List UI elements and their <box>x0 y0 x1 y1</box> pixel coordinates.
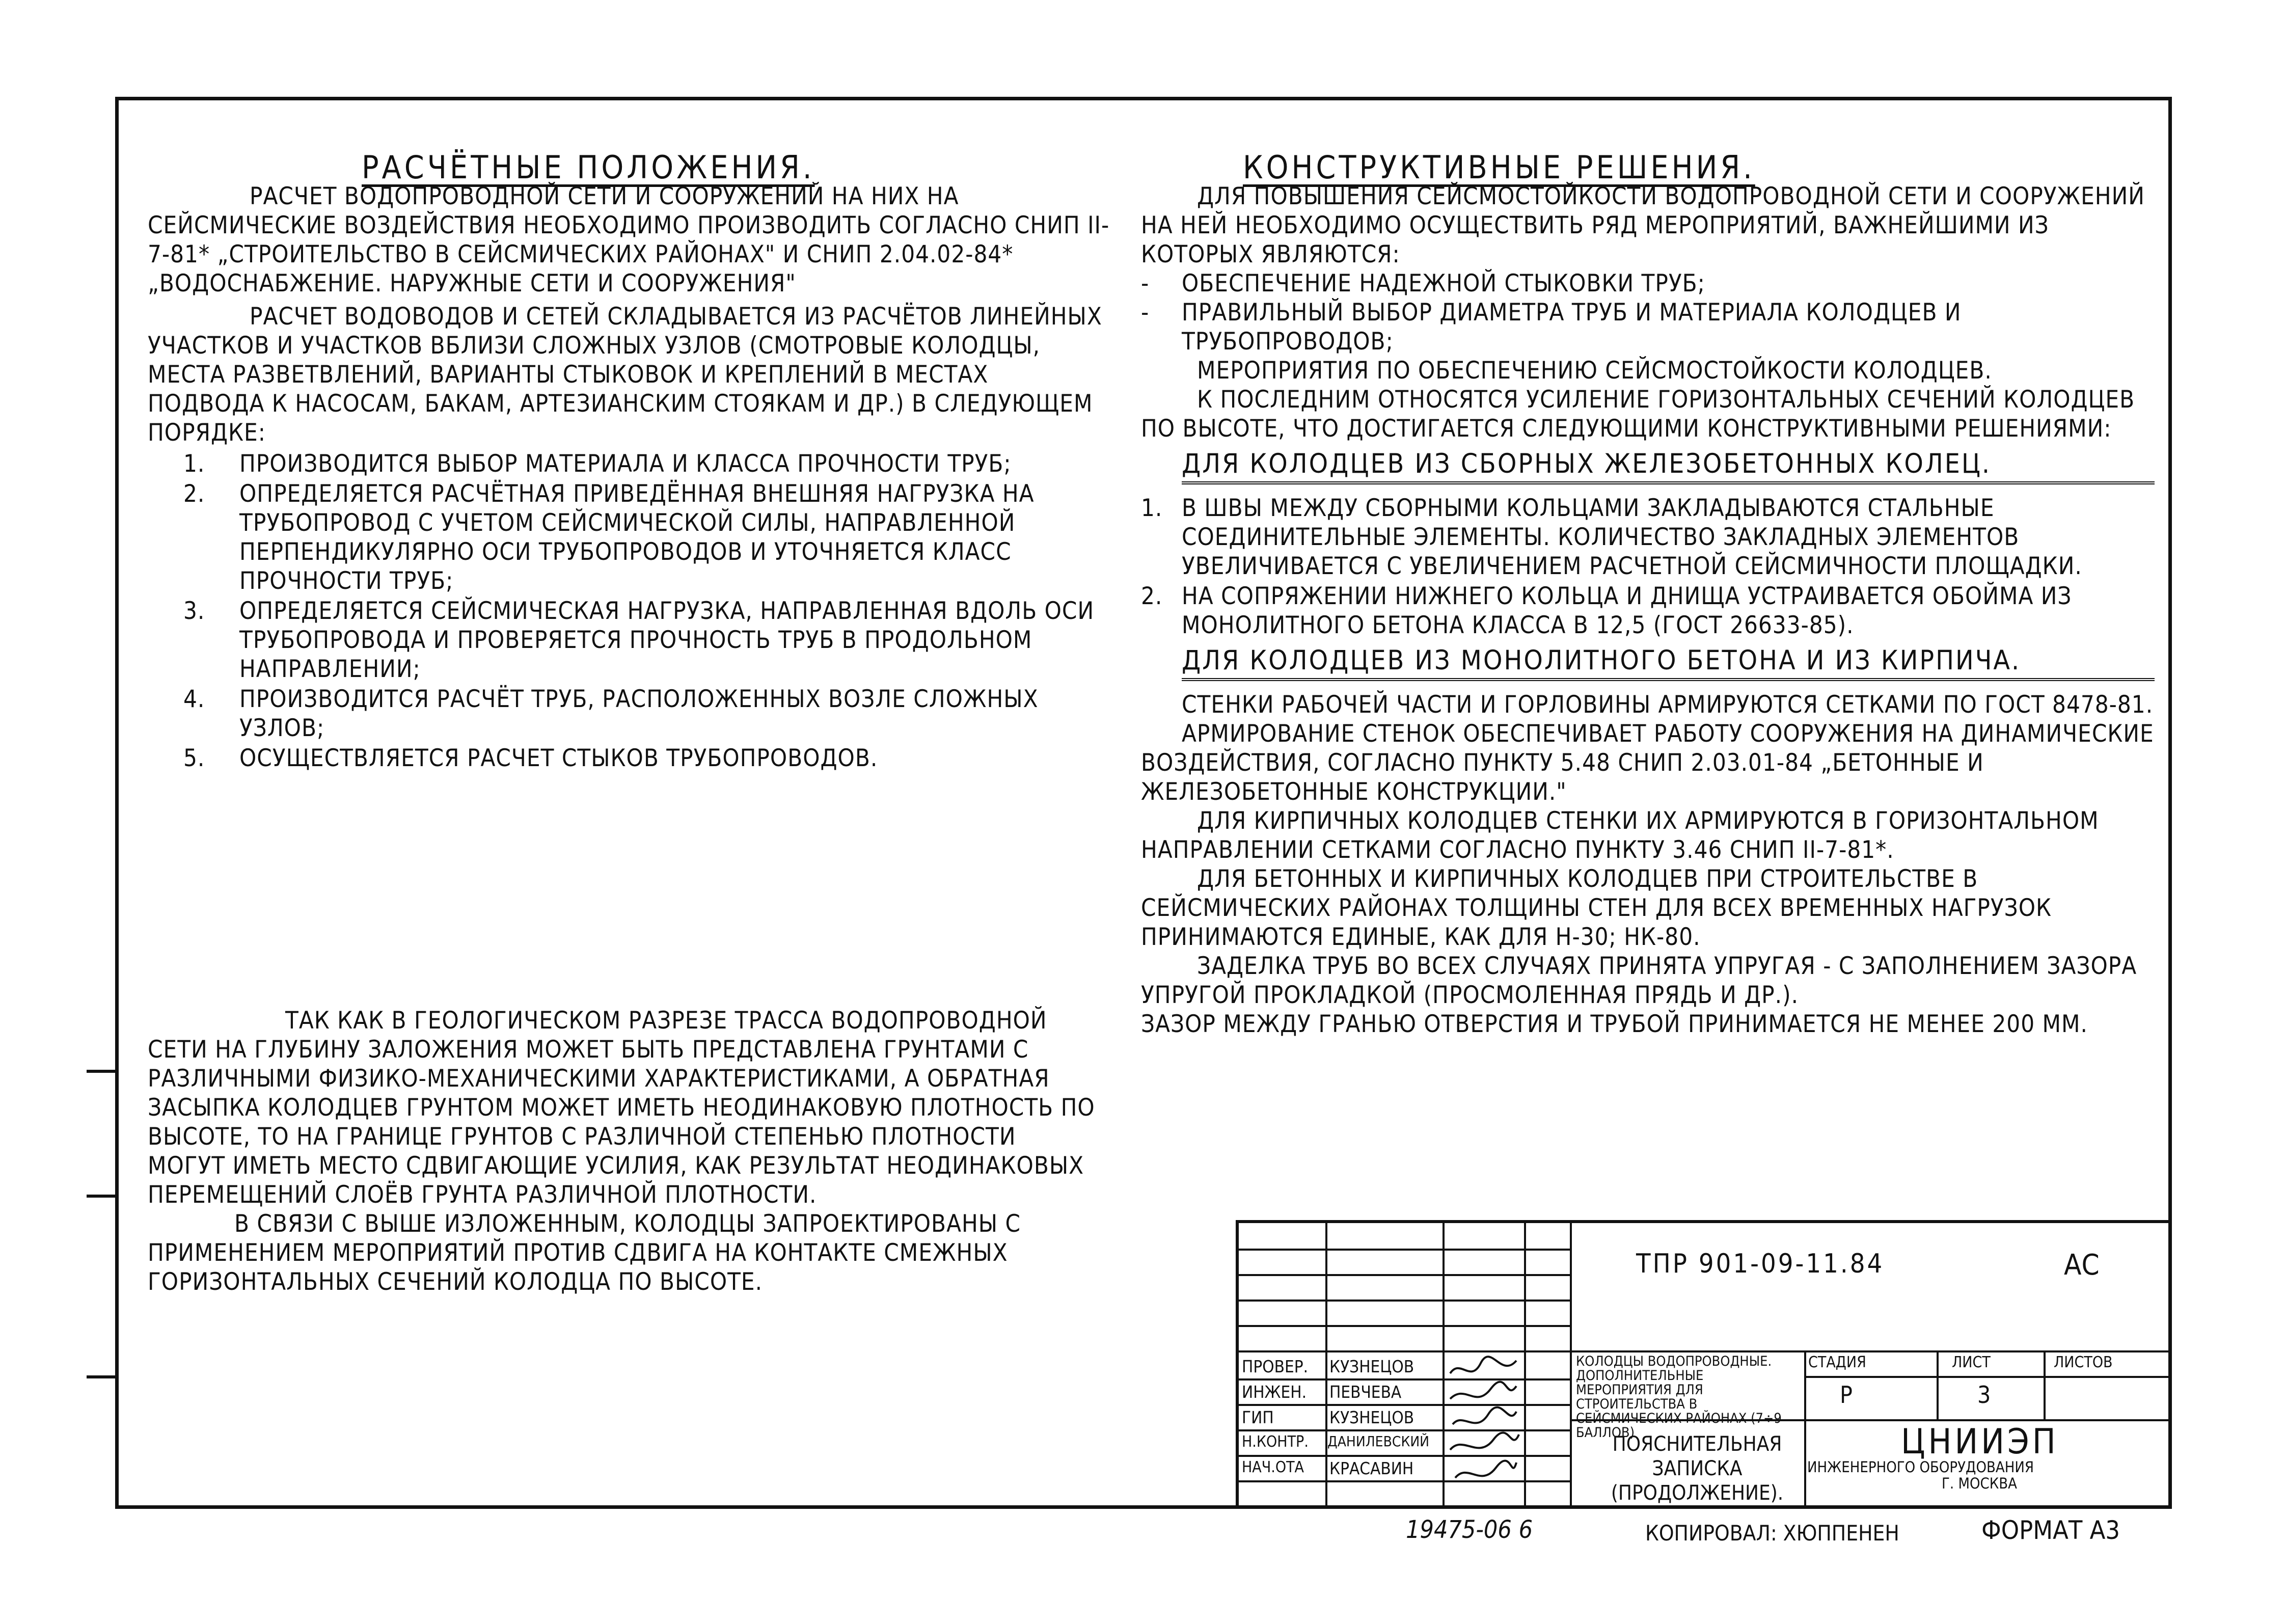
right-paragraph-4: СТЕНКИ РАБОЧЕЙ ЧАСТИ И ГОРЛОВИНЫ АРМИРУЮТСЯ СЕТКАМИ ПО ГОСТ 8478-81. <box>1182 691 2154 719</box>
signatures <box>1445 1353 1521 1506</box>
organization-dept: ИНЖЕНЕРНОГО ОБОРУДОВАНИЯ <box>1807 1458 2034 1476</box>
list-item: 2. ОПРЕДЕЛЯЕТСЯ РАСЧЁТНАЯ ПРИВЕДЁННАЯ ВНЕШНЯЯ НАГРУЗКА НА ТРУБОПРОВОД С УЧЕТОМ СЕЙСМИЧЕСКОЙ СИЛЫ, НАПРАВЛЕННОЙ ПЕРПЕНДИКУЛЯРНО ОСИ ТРУБОПРОВОДОВ И УТОЧНЯЕТСЯ КЛАСС ПРОЧНОСТИ ТРУБ; <box>183 480 1035 595</box>
document-title: ПОЯСНИТЕЛЬНАЯ ЗАПИСКА (ПРОДОЛЖЕНИЕ). <box>1611 1432 1784 1505</box>
right-paragraph-2: МЕРОПРИЯТИЯ ПО ОБЕСПЕЧЕНИЮ СЕЙСМОСТОЙКОСТИ КОЛОДЦЕВ. <box>1197 357 1992 385</box>
margin-tick <box>87 1375 117 1378</box>
stage-value: Р <box>1840 1381 1853 1409</box>
object-name: КОЛОДЦЫ ВОДОПРОВОДНЫЕ. ДОПОЛНИТЕЛЬНЫЕ МЕРОПРИЯТИЯ ДЛЯ СТРОИТЕЛЬСТВА В СЕЙСМИЧЕСКИХ РАЙОНАХ (7÷9 БАЛЛОВ) <box>1576 1354 1782 1441</box>
measure-item: - ОБЕСПЕЧЕНИЕ НАДЕЖНОЙ СТЫКОВКИ ТРУБ; <box>1141 269 1705 297</box>
person-name: КУЗНЕЦОВ <box>1329 1357 1414 1376</box>
title-block <box>1236 1220 2172 1509</box>
role-label: НАЧ.ОТА <box>1242 1458 1304 1476</box>
right-paragraph-8: ЗАДЕЛКА ТРУБ ВО ВСЕХ СЛУЧАЯХ ПРИНЯТА УПРУГАЯ - С ЗАПОЛНЕНИЕМ ЗАЗОРА УПРУГОЙ ПРОКЛАДКОЙ (ПРОСМОЛЕННАЯ ПРЯДЬ И ДР.). <box>1141 952 2137 1009</box>
left-paragraph-1: РАСЧЕТ ВОДОПРОВОДНОЙ СЕТИ И СООРУЖЕНИЙ НА НИХ НА СЕЙСМИЧЕСКИЕ ВОЗДЕЙСТВИЯ НЕОБХОДИМО ПРОИЗВОДИТЬ СОГЛАСНО СНИП II-7-81* „СТРОИТЕЛЬСТВО В СЕЙСМИЧЕСКИХ РАЙОНАХ" И СНИП 2.04.02-84* „ВОДОСНАБЖЕНИЕ. НАРУЖНЫЕ СЕТИ И СООРУЖЕНИЯ" <box>148 182 1110 297</box>
role-label: ИНЖЕН. <box>1242 1382 1307 1402</box>
right-paragraph-1: ДЛЯ ПОВЫШЕНИЯ СЕЙСМОСТОЙКОСТИ ВОДОПРОВОДНОЙ СЕТИ И СООРУЖЕНИЙ НА НЕЙ НЕОБХОДИМО ОСУЩЕСТВИТЬ РЯД МЕРОПРИЯТИЙ, ВАЖНЕЙШИМИ ИЗ КОТОРЫХ ЯВЛЯЮТСЯ: <box>1141 182 2145 268</box>
stage-header: СТАДИЯ <box>1808 1354 1866 1371</box>
right-paragraph-6: ДЛЯ КИРПИЧНЫХ КОЛОДЦЕВ СТЕНКИ ИХ АРМИРУЮТСЯ В ГОРИЗОНТАЛЬНОМ НАПРАВЛЕНИИ СЕТКАМИ СОГЛАСНО ПУНКТУ 3.46 СНИП II-7-81*. <box>1141 807 2099 864</box>
right-column <box>1141 149 2155 1039</box>
document-mark: АС <box>2064 1249 2100 1282</box>
sheet-value: 3 <box>1977 1381 1991 1409</box>
person-name: ДАНИЛЕВСКИЙ <box>1327 1433 1430 1450</box>
list-item: 1. ПРОИЗВОДИТСЯ ВЫБОР МАТЕРИАЛА И КЛАССА ПРОЧНОСТИ ТРУБ; <box>183 450 1012 478</box>
role-label: Н.КОНТР. <box>1242 1433 1309 1451</box>
right-paragraph-3: К ПОСЛЕДНИМ ОТНОСЯТСЯ УСИЛЕНИЕ ГОРИЗОНТАЛЬНЫХ СЕЧЕНИЙ КОЛОДЦЕВ ПО ВЫСОТЕ, ЧТО ДОСТИГАЕТСЯ СЛЕДУЮЩИМИ КОНСТРУКТИВНЫМИ РЕШЕНИЯМИ: <box>1141 386 2135 443</box>
organization-name: ЦНИИЭП <box>1901 1422 2059 1462</box>
left-column-lower <box>148 1006 1100 1296</box>
role-label: ПРОВЕР. <box>1242 1357 1309 1376</box>
list-item: 2. НА СОПРЯЖЕНИИ НИЖНЕГО КОЛЬЦА И ДНИЩА УСТРАИВАЕТСЯ ОБОЙМА ИЗ МОНОЛИТНОГО БЕТОНА КЛАССА В 12,5 (ГОСТ 26633-85). <box>1141 582 2072 639</box>
right-paragraph-7: ДЛЯ БЕТОННЫХ И КИРПИЧНЫХ КОЛОДЦЕВ ПРИ СТРОИТЕЛЬСТВЕ В СЕЙСМИЧЕСКИХ РАЙОНАХ ТОЛЩИНЫ СТЕН ДЛЯ ВСЕХ ВРЕМЕННЫХ НАГРУЗОК ПРИНИМАЮТСЯ ЕДИНЫЕ, КАК ДЛЯ Н-30; НК-80. <box>1141 865 2052 951</box>
organization-city: Г. МОСКВА <box>1942 1475 2018 1492</box>
left-paragraph-3: ТАК КАК В ГЕОЛОГИЧЕСКОМ РАЗРЕЗЕ ТРАССА ВОДОПРОВОДНОЙ СЕТИ НА ГЛУБИНУ ЗАЛОЖЕНИЯ МОЖЕТ БЫТЬ ПРЕДСТАВЛЕНА ГРУНТАМИ С РАЗЛИЧНЫМИ ФИЗИКО-МЕХАНИЧЕСКИМИ ХАРАКТЕРИСТИКАМИ, А ОБРАТНАЯ ЗАСЫПКА КОЛОДЦЕВ ГРУНТОМ МОЖЕТ ИМЕТЬ НЕОДИНАКОВУЮ ПЛОТНОСТЬ ПО ВЫСОТЕ, ТО НА ГРАНИЦЕ ГРУНТОВ С РАЗЛИЧНОЙ СТЕПЕНЬЮ ПЛОТНОСТИ МОГУТ ИМЕТЬ МЕСТО СДВИГАЮЩИЕ УСИЛИЯ, КАК РЕЗУЛЬТАТ НЕОДИНАКОВЫХ ПЕРЕМЕЩЕНИЙ СЛОЁВ ГРУНТА РАЗЛИЧНОЙ ПЛОТНОСТИ. <box>148 1007 1095 1209</box>
margin-tick <box>87 1070 117 1073</box>
left-column <box>148 149 1110 774</box>
subheading-monolithic: ДЛЯ КОЛОДЦЕВ ИЗ МОНОЛИТНОГО БЕТОНА И ИЗ КИРПИЧА. <box>1182 646 2155 681</box>
precast-list <box>1141 494 2155 640</box>
right-paragraph-9: ЗАЗОР МЕЖДУ ГРАНЬЮ ОТВЕРСТИЯ И ТРУБОЙ ПРИНИМАЕТСЯ НЕ МЕНЕЕ 200 ММ. <box>1141 1010 2088 1038</box>
person-name: КРАСАВИН <box>1329 1458 1414 1478</box>
list-item: 3. ОПРЕДЕЛЯЕТСЯ СЕЙСМИЧЕСКАЯ НАГРУЗКА, НАПРАВЛЕННАЯ ВДОЛЬ ОСИ ТРУБОПРОВОДА И ПРОВЕРЯЕТСЯ ПРОЧНОСТЬ ТРУБ В ПРОДОЛЬНОМ НАПРАВЛЕНИИ; <box>183 597 1095 683</box>
subheading-precast: ДЛЯ КОЛОДЦЕВ ИЗ СБОРНЫХ ЖЕЛЕЗОБЕТОННЫХ КОЛЕЦ. <box>1182 449 2155 484</box>
measure-item: - ПРАВИЛЬНЫЙ ВЫБОР ДИАМЕТРА ТРУБ И МАТЕРИАЛА КОЛОДЦЕВ И ТРУБОПРОВОДОВ; <box>1141 299 1962 356</box>
left-paragraph-2: РАСЧЕТ ВОДОВОДОВ И СЕТЕЙ СКЛАДЫВАЕТСЯ ИЗ РАСЧЁТОВ ЛИНЕЙНЫХ УЧАСТКОВ И УЧАСТКОВ ВБЛИЗИ СЛОЖНЫХ УЗЛОВ (СМОТРОВЫЕ КОЛОДЦЫ, МЕСТА РАЗВЕТВЛЕНИЙ, ВАРИАНТЫ СТЫКОВОК И КРЕПЛЕНИЙ В МЕСТАХ ПОДВОДА К НАСОСАМ, БАКАМ, АРТЕЗИАНСКИМ СТОЯКАМ И ДР.) В СЛЕДУЮЩЕМ ПОРЯДКЕ: <box>148 303 1102 447</box>
archive-number: 19475-06 6 <box>1406 1515 1533 1544</box>
copied-by: КОПИРОВАЛ: ХЮППЕНЕН <box>1645 1521 1899 1546</box>
person-name: ПЕВЧЕВА <box>1329 1382 1402 1402</box>
document-code: ТПР 901-09-11.84 <box>1636 1249 1885 1279</box>
person-name: КУЗНЕЦОВ <box>1329 1408 1414 1427</box>
left-heading: РАСЧЁТНЫЕ ПОЛОЖЕНИЯ. <box>362 149 815 186</box>
role-label: ГИП <box>1242 1408 1274 1427</box>
sheet-format: ФОРМАТ А3 <box>1981 1515 2120 1545</box>
list-item: 1. В ШВЫ МЕЖДУ СБОРНЫМИ КОЛЬЦАМИ ЗАКЛАДЫВАЮТСЯ СТАЛЬНЫЕ СОЕДИНИТЕЛЬНЫЕ ЭЛЕМЕНТЫ. КОЛИЧЕСТВО ЗАКЛАДНЫХ ЭЛЕМЕНТОВ УВЕЛИЧИВАЕТСЯ С УВЕЛИЧЕНИЕМ РАСЧЕТНОЙ СЕЙСМИЧНОСТИ ПЛОЩАДКИ. <box>1141 494 2082 580</box>
procedure-list <box>183 449 1110 773</box>
list-item: 4. ПРОИЗВОДИТСЯ РАСЧЁТ ТРУБ, РАСПОЛОЖЕННЫХ ВОЗЛЕ СЛОЖНЫХ УЗЛОВ; <box>183 685 1039 742</box>
right-heading: КОНСТРУКТИВНЫЕ РЕШЕНИЯ. <box>1243 149 1755 186</box>
margin-tick <box>87 1195 117 1198</box>
sheets-header: ЛИСТОВ <box>2054 1354 2113 1371</box>
right-paragraph-5: АРМИРОВАНИЕ СТЕНОК ОБЕСПЕЧИВАЕТ РАБОТУ СООРУЖЕНИЯ НА ДИНАМИЧЕСКИЕ ВОЗДЕЙСТВИЯ, СОГЛАСНО ПУНКТУ 5.48 СНИП 2.03.01-84 „БЕТОННЫЕ И ЖЕЛЕЗОБЕТОННЫЕ КОНСТРУКЦИИ." <box>1141 720 2154 806</box>
list-item: 5. ОСУЩЕСТВЛЯЕТСЯ РАСЧЕТ СТЫКОВ ТРУБОПРОВОДОВ. <box>183 744 878 772</box>
left-paragraph-4: В СВЯЗИ С ВЫШЕ ИЗЛОЖЕННЫМ, КОЛОДЦЫ ЗАПРОЕКТИРОВАНЫ С ПРИМЕНЕНИЕМ МЕРОПРИЯТИЙ ПРОТИВ СДВИГА НА КОНТАКТЕ СМЕЖНЫХ ГОРИЗОНТАЛЬНЫХ СЕЧЕНИЙ КОЛОДЦА ПО ВЫСОТЕ. <box>148 1210 1021 1296</box>
sheet-header: ЛИСТ <box>1952 1354 1991 1371</box>
